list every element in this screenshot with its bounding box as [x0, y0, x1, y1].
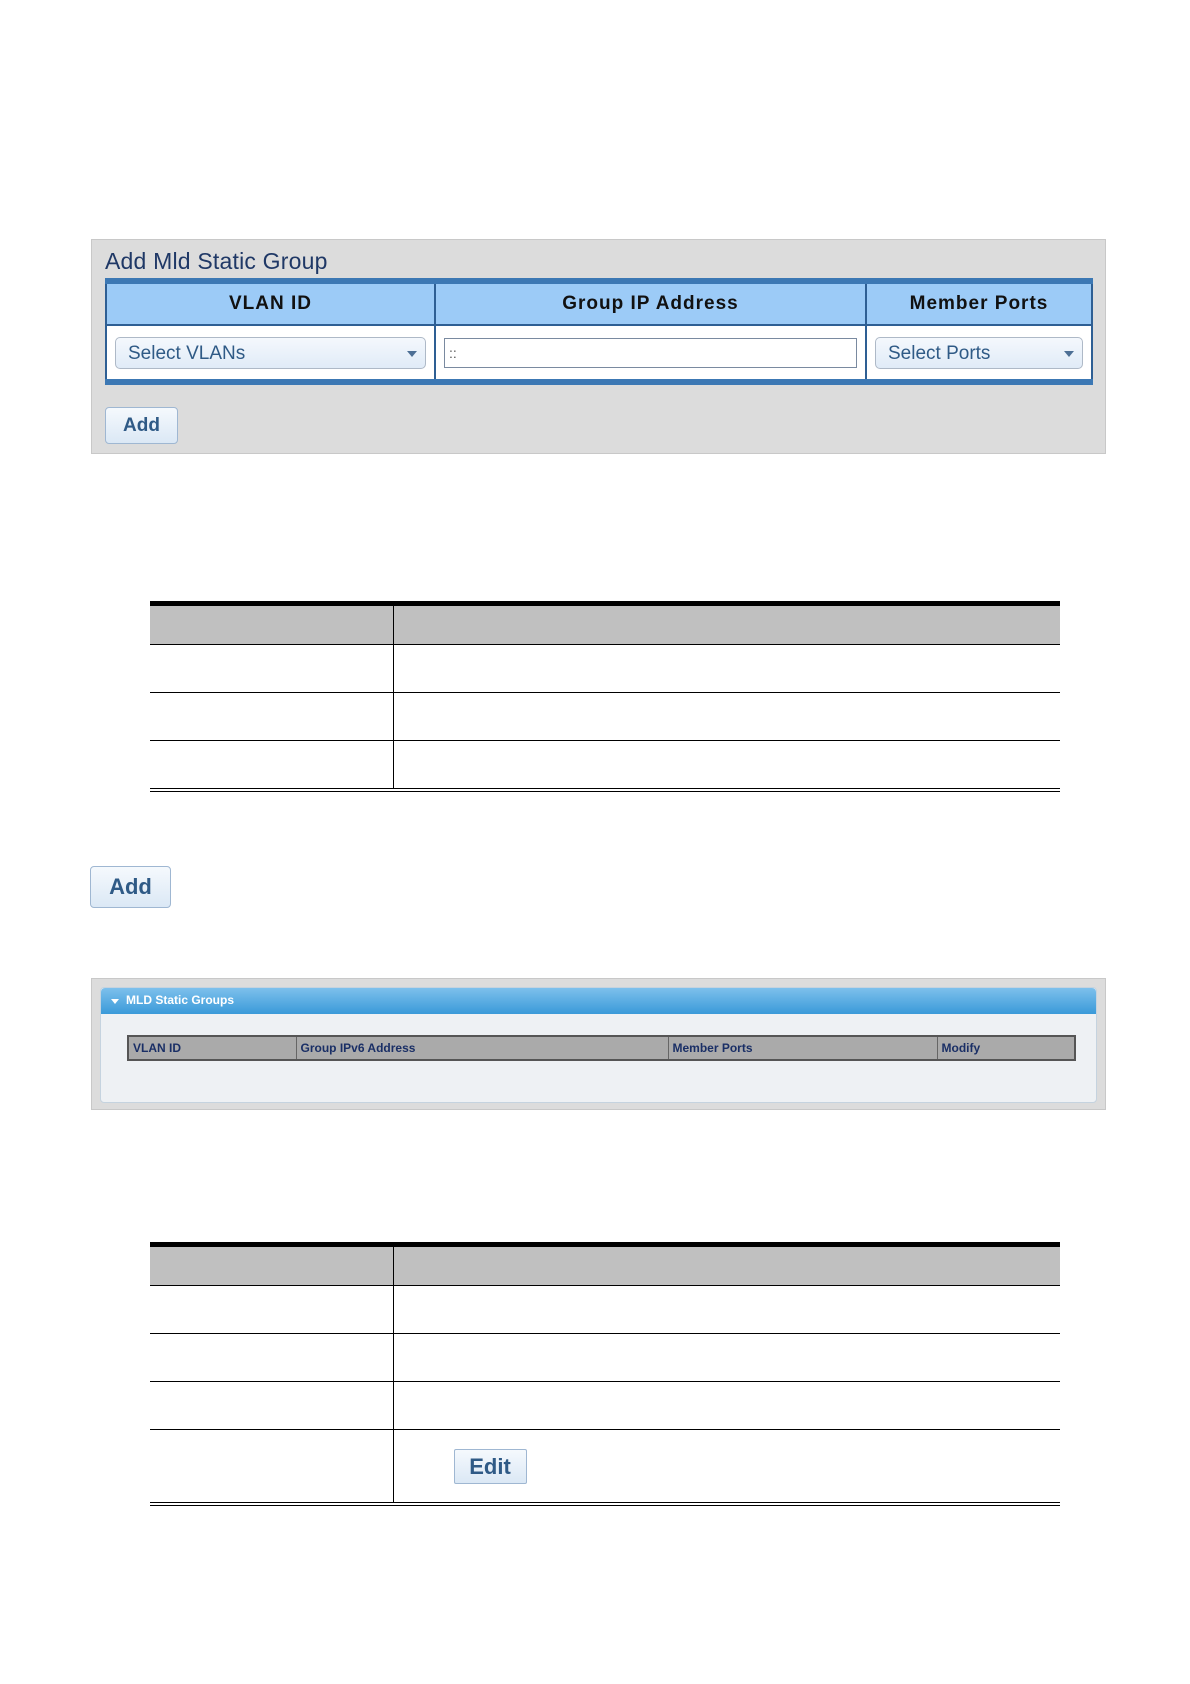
select-ports-label: Select Ports: [888, 342, 991, 364]
table-row: [150, 1430, 1060, 1505]
select-vlans-dropdown[interactable]: [115, 337, 426, 369]
select-ports-dropdown[interactable]: [875, 337, 1083, 369]
col-member-ports: Member Ports: [668, 1036, 937, 1060]
table-row: [150, 645, 1060, 693]
description-table-add: [150, 601, 1060, 792]
table-row: [150, 1286, 1060, 1334]
col-modify: Modify: [937, 1036, 1075, 1060]
select-vlans-label: Select VLANs: [128, 342, 246, 364]
col-vlan-id: VLAN ID: [128, 1036, 296, 1060]
ports-cell: [866, 325, 1092, 382]
group-ip-input[interactable]: [444, 338, 857, 368]
chevron-down-icon: [407, 351, 417, 357]
mld-static-groups-table: [127, 1035, 1076, 1061]
object-header: [150, 606, 393, 645]
member-ports-header: Member Ports: [866, 281, 1092, 325]
edit-button[interactable]: Edit: [454, 1449, 527, 1484]
col-group-ipv6-address: Group IPv6 Address: [296, 1036, 668, 1060]
mld-static-groups-header[interactable]: [101, 988, 1096, 1014]
group-ip-header: Group IP Address: [435, 281, 866, 325]
description-header: [393, 1247, 1060, 1286]
add-button[interactable]: Add: [105, 407, 178, 444]
add-mld-static-group-panel: [91, 239, 1106, 454]
chevron-down-icon: [1064, 351, 1074, 357]
vlan-cell: [106, 325, 435, 382]
table-row: [150, 741, 1060, 791]
add-group-form-table: [105, 278, 1093, 385]
mld-static-groups-box: [100, 987, 1097, 1103]
table-row: [150, 693, 1060, 741]
description-table-groups: [150, 1242, 1060, 1506]
vlan-id-header: VLAN ID: [106, 281, 435, 325]
mld-static-groups-title: MLD Static Groups: [126, 993, 235, 1007]
add-button-example[interactable]: Add: [90, 866, 171, 908]
mld-static-groups-panel: [91, 978, 1106, 1110]
table-row: [150, 1334, 1060, 1382]
object-header: [150, 1247, 393, 1286]
panel-title: Add Mld Static Group: [105, 248, 328, 274]
group-ip-cell: [435, 325, 866, 382]
collapse-icon[interactable]: [111, 999, 119, 1004]
table-row: [150, 1382, 1060, 1430]
description-header: [393, 606, 1060, 645]
